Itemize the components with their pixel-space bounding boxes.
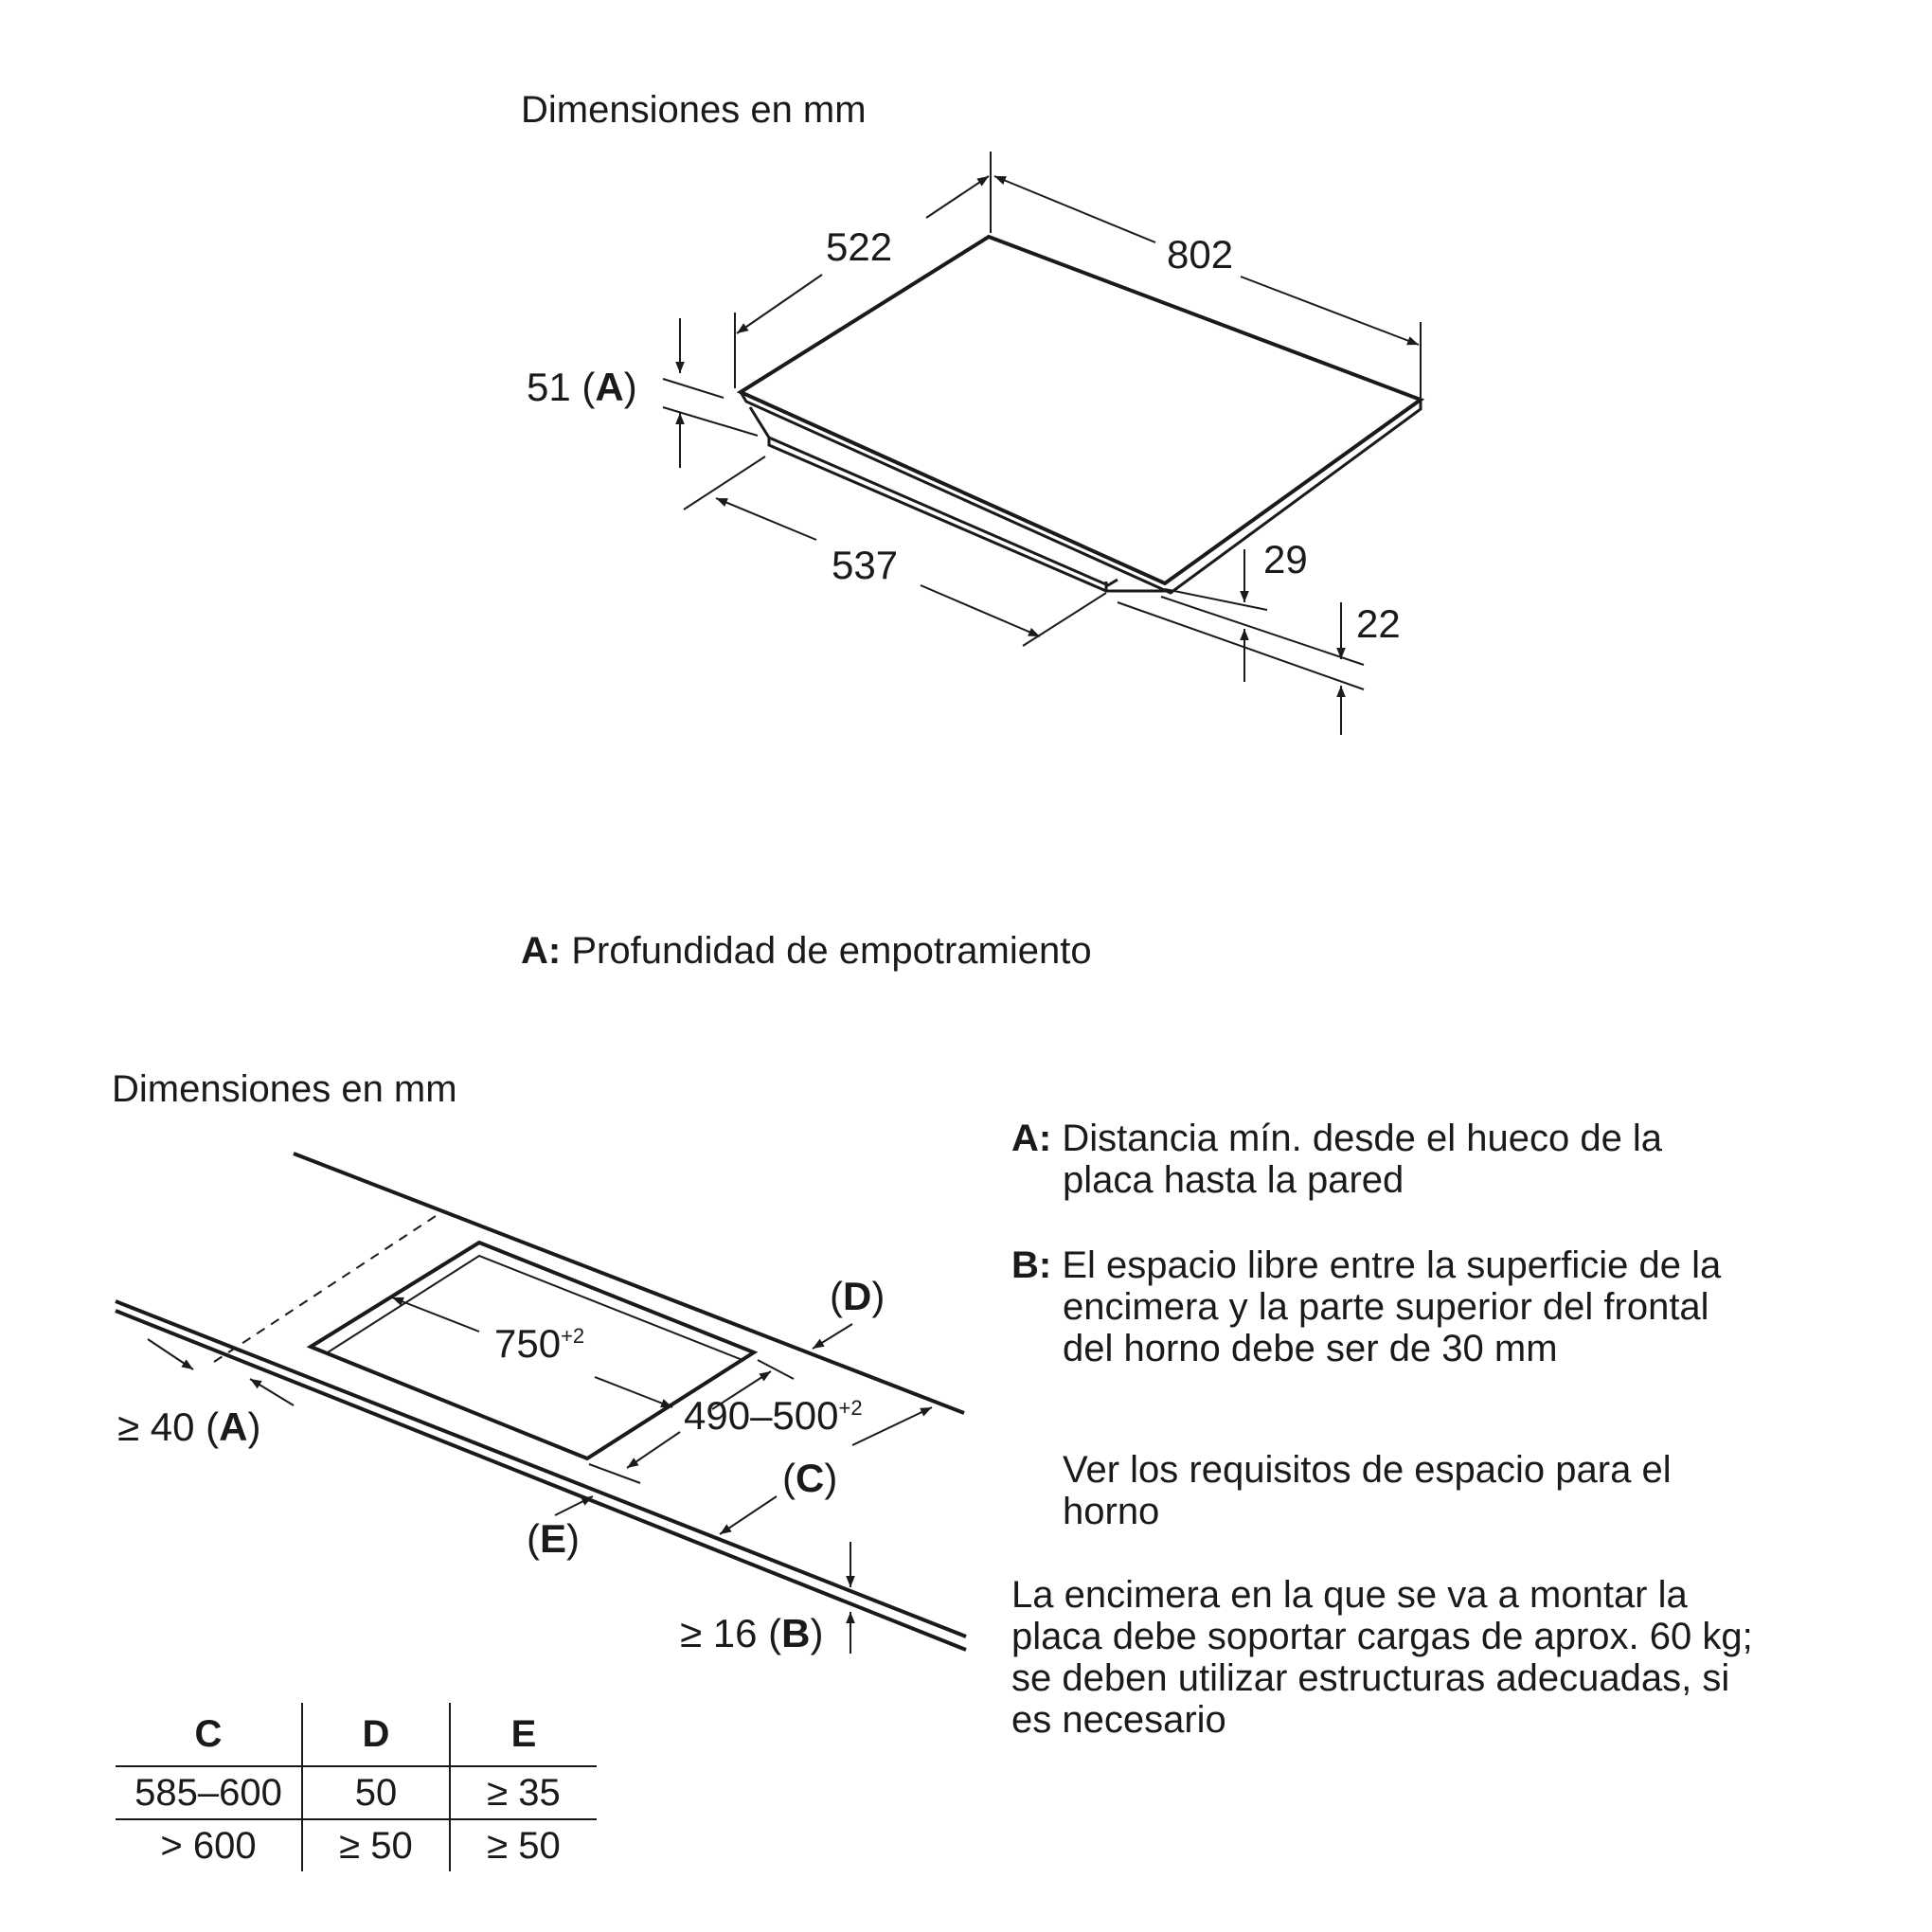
label-750-tol: +2 — [561, 1324, 585, 1348]
table-cell: 585–600 — [116, 1766, 302, 1819]
note-load-line4: es necesario — [1011, 1699, 1226, 1741]
label-51-letter: A — [595, 365, 624, 409]
label-750-value: 750 — [494, 1321, 562, 1366]
legend-b-line1: El espacio libre entre la superficie de la — [1062, 1244, 1722, 1286]
legend-a-line2: placa hasta la pared — [1063, 1159, 1404, 1201]
label-40-prefix: ≥ 40 ( — [117, 1404, 220, 1449]
note-load-line3: se deben utilizar estructuras adecuadas, si — [1011, 1657, 1730, 1699]
legend-b-line3: del horno debe ser de 30 mm — [1063, 1328, 1558, 1369]
label-c: (C) — [782, 1456, 838, 1500]
top-legend-key: A: — [521, 930, 562, 972]
note-oven-line1: Ver los requisitos de espacio para el — [1063, 1449, 1672, 1491]
label-d: (D) — [830, 1274, 886, 1318]
label-51-a — [527, 367, 637, 407]
table-cell: 50 — [302, 1766, 450, 1819]
label-22: 22 — [1356, 601, 1401, 646]
table-header-row — [116, 1703, 597, 1766]
note-load — [1011, 1574, 1902, 1741]
label-490-500-value: 490–500 — [684, 1393, 839, 1438]
label-d-letter: D — [843, 1274, 872, 1318]
legend-a-key: A: — [1011, 1118, 1052, 1159]
clearance-table — [116, 1703, 597, 1871]
dim-e — [555, 1496, 593, 1515]
label-16-prefix: ≥ 16 ( — [680, 1611, 782, 1655]
label-40-letter: A — [219, 1404, 248, 1449]
label-802: 802 — [1167, 232, 1234, 277]
dim-802 — [994, 176, 1421, 398]
bottom-title: Dimensiones en mm — [112, 1068, 457, 1110]
label-e: (E) — [527, 1516, 581, 1561]
table-cell: > 600 — [116, 1819, 302, 1871]
table-header-d: D — [302, 1703, 450, 1766]
label-16-b — [680, 1611, 824, 1655]
label-490-500 — [684, 1393, 863, 1438]
table-cell: ≥ 35 — [450, 1766, 597, 1819]
label-40-a — [117, 1404, 261, 1449]
top-legend — [521, 930, 1092, 973]
dim-522 — [735, 152, 991, 388]
table-row — [116, 1819, 597, 1871]
legend-b-line2: encimera y la parte superior del frontal — [1063, 1286, 1709, 1328]
legend-b-key: B: — [1011, 1244, 1052, 1286]
label-51-suffix: ) — [623, 365, 637, 409]
label-522: 522 — [826, 224, 893, 269]
label-c-letter: C — [796, 1456, 825, 1500]
note-oven — [1063, 1449, 1896, 1532]
table-row — [116, 1766, 597, 1819]
legend-b — [1011, 1244, 1902, 1369]
legend-a — [1011, 1118, 1864, 1201]
label-537: 537 — [832, 543, 899, 587]
label-16-letter: B — [781, 1611, 811, 1655]
label-16-suffix: ) — [810, 1611, 824, 1655]
label-29: 29 — [1263, 537, 1308, 581]
note-load-line1: La encimera en la que se va a montar la — [1011, 1574, 1688, 1616]
label-e-letter: E — [540, 1516, 567, 1561]
top-legend-text: Profundidad de empotramiento — [571, 930, 1092, 972]
note-oven-line2: horno — [1063, 1491, 1160, 1532]
label-490-500-tol: +2 — [838, 1396, 863, 1420]
dim-d — [813, 1324, 852, 1349]
table-header-c: C — [194, 1712, 223, 1755]
table-cell: ≥ 50 — [450, 1819, 597, 1871]
label-40-suffix: ) — [247, 1404, 261, 1449]
hob-outline — [741, 232, 1421, 593]
legend-a-line1: Distancia mín. desde el hueco de la — [1062, 1118, 1663, 1159]
label-750 — [494, 1321, 585, 1366]
top-title: Dimensiones en mm — [521, 89, 867, 131]
table-cell: ≥ 50 — [302, 1819, 450, 1871]
note-load-line2: placa debe soportar cargas de aprox. 60 kg; — [1011, 1616, 1753, 1657]
table-header-e: E — [450, 1703, 597, 1766]
label-51-prefix: 51 ( — [527, 365, 596, 409]
